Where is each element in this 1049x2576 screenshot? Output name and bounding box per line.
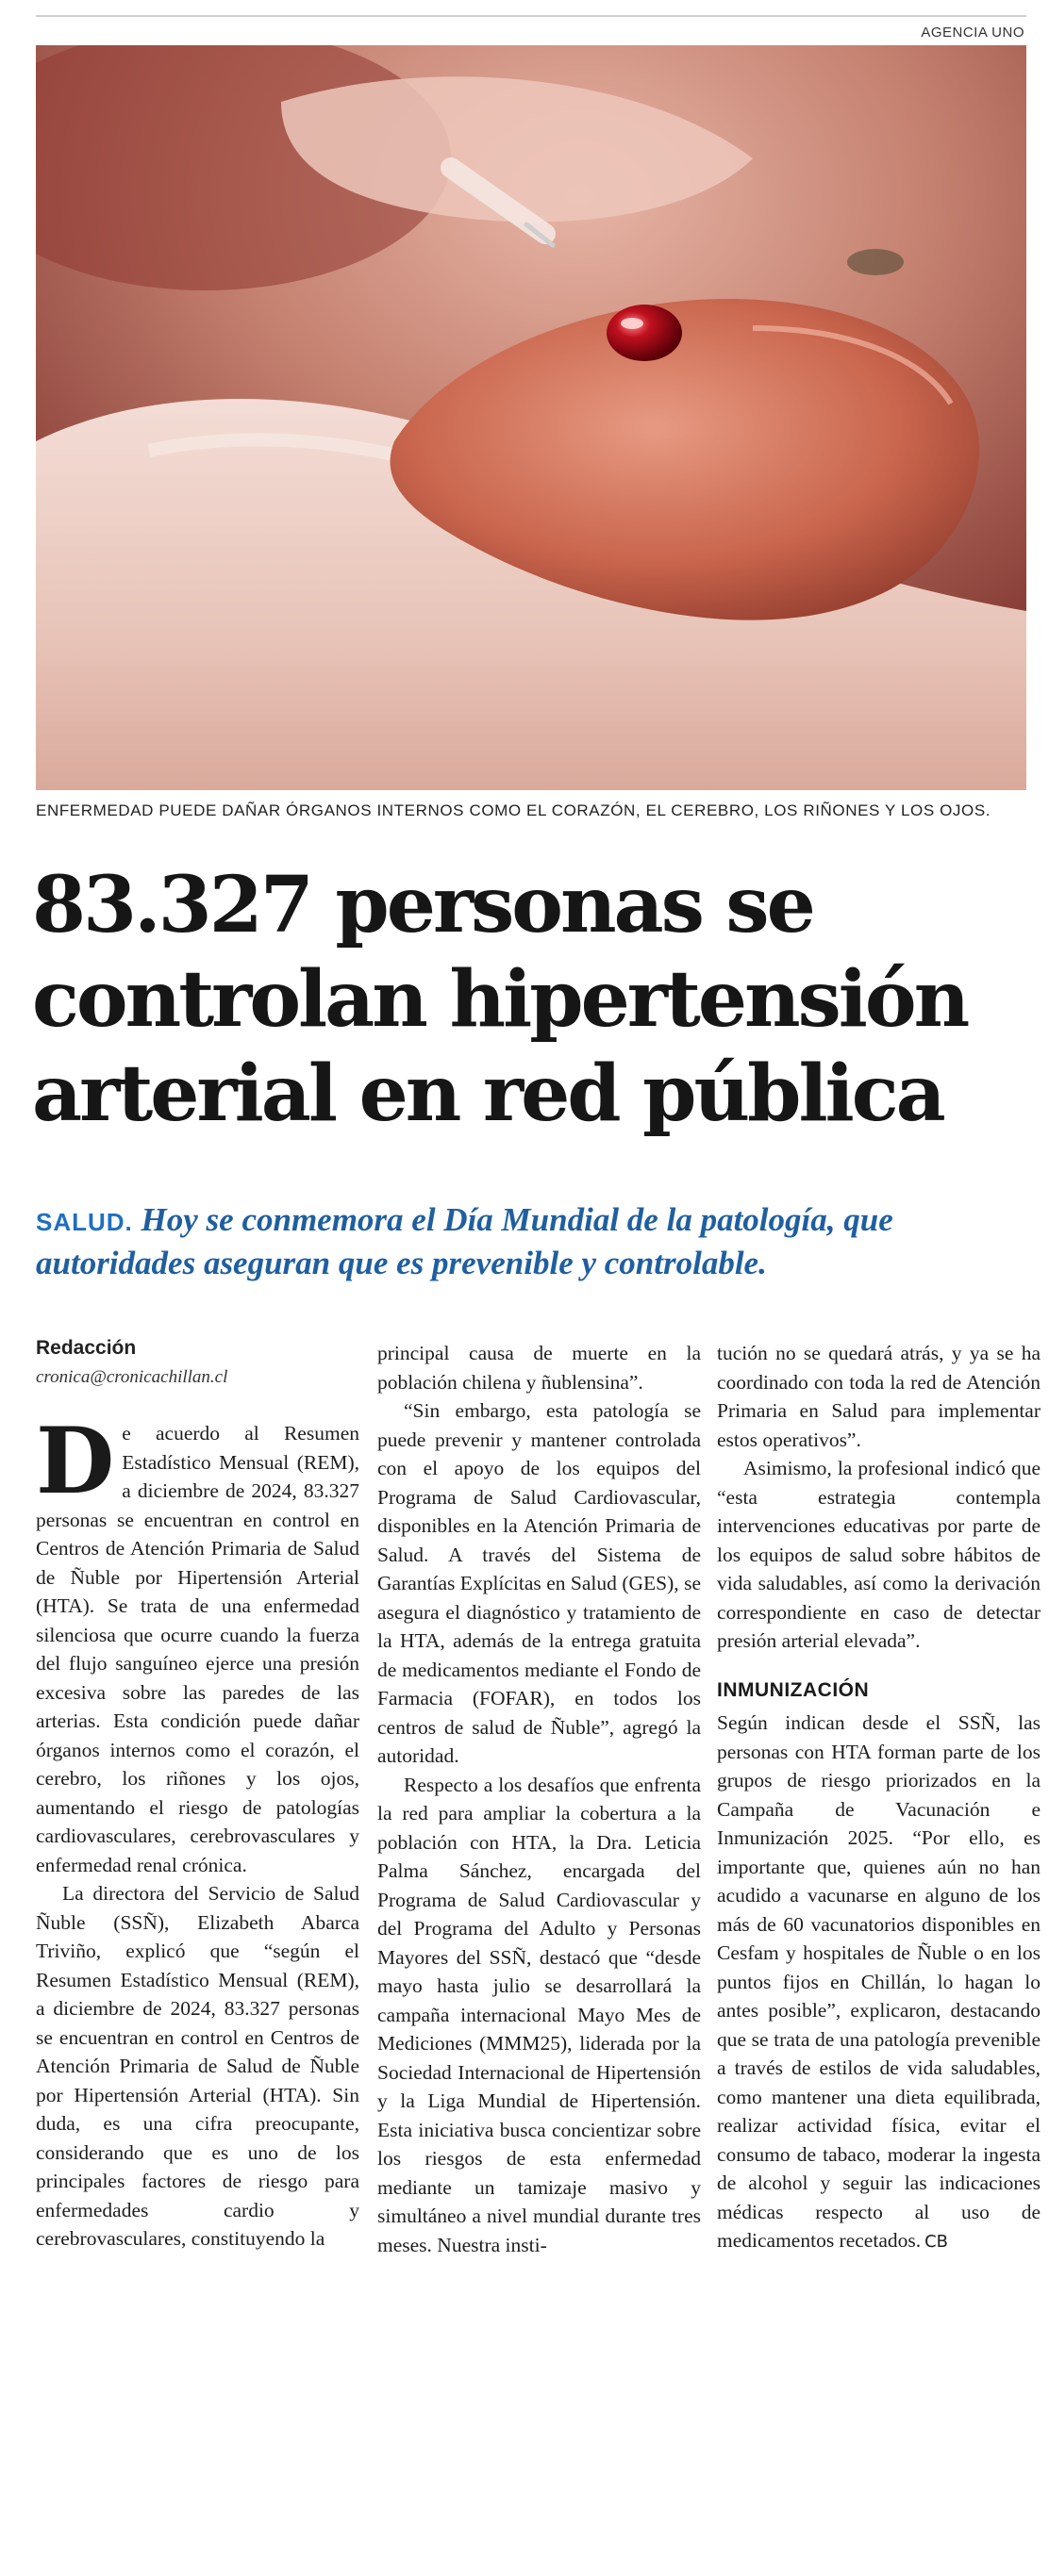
body-paragraph: [36, 1408, 359, 1879]
lead-text: Hoy se conmemora el Día Mundial de la patología, que autoridades aseguran que es prevenible y controlable.: [36, 1201, 893, 1281]
author-name: Redacción: [36, 1337, 137, 1359]
article-photo: [36, 45, 1026, 790]
end-mark-icon: CB: [924, 2232, 949, 2252]
article-column-1: [36, 1408, 359, 2254]
byline: [36, 1337, 347, 1388]
author-email: cronica@cronicachillan.cl: [36, 1367, 228, 1387]
photo-credit: AGENCIA UNO: [921, 25, 1024, 41]
top-rule: [36, 15, 1026, 17]
body-paragraph-text: e acuerdo al Resumen Estadístico Mensual (REM), a diciembre de 2024, 83.327 personas se encuentran en control en Centros de Atención Primaria de Salud de Ñuble por Hipertensión Arterial (HTA). Se trata de una enfermedad silenciosa que ocurre cuando la fuerza del flujo sanguíneo ejerce una presión excesiva sobre las paredes de las arterias. Esta condición puede dañar órganos internos como el corazón, el cerebro, los riñones y los ojos, aumentando el riesgo de patologías cardiovasculares, cerebrovasculares y enfermedad renal crónica.: [36, 1422, 359, 1876]
headline-line: 83.327 personas se: [32, 860, 813, 950]
finger-blood-drop-illustration: [36, 45, 1026, 790]
body-paragraph-text: Según indican desde el SSÑ, las personas con HTA forman parte de los grupos de riesgo priorizados en la Campaña de Vacunación e Inmunización 2025. “Por ello, es importante que, quienes aún no han acudido a vacunarse en alguno de los más de 60 vacunatorios disponibles en Cesfam y hospitales de Ñuble o en los puntos fijos en Chillán, lo hagan lo antes posible”, explicaron, destacando que se trata de una patología prevenible a través de estilos de vida saludables, como mantener una dieta equilibrada, realizar actividad física, evitar el consumo de tabaco, moderar la ingesta de alcohol y seguir las indicaciones médicas respecto al uso de medicamentos recetados.: [717, 1711, 1041, 2252]
body-paragraph: La directora del Servicio de Salud Ñuble (SSÑ), Elizabeth Abarca Triviño, explicó que “según el Resumen Estadístico Mensual (REM), a diciembre de 2024, 83.327 personas se encuentran en control en Centros de Atención Primaria de Salud de Ñuble por Hipertensión Arterial (HTA). Sin duda, es una cifra preocupante, considerando que es uno de los principales factores de riesgo para enfermedades cardio y cerebrovasculares, constituyendo la: [36, 1882, 359, 2250]
photo-caption: ENFERMEDAD PUEDE DAÑAR ÓRGANOS INTERNOS COMO EL CORAZÓN, EL CEREBRO, LOS RIÑONES Y LOS OJOS.: [36, 801, 991, 819]
headline-line: controlan hipertensión: [32, 954, 968, 1045]
subheading: INMUNIZACIÓN: [717, 1678, 870, 1701]
headline: [32, 858, 1032, 1141]
headline-line: arterial en red pública: [32, 1049, 943, 1139]
drop-cap: D: [36, 1408, 115, 1514]
lead-paragraph: [36, 1199, 1026, 1284]
article-column-2: [377, 1339, 701, 2259]
body-paragraph: [717, 1709, 1041, 2257]
body-paragraph: Asimismo, la profesional indicó que “esta estrategia contempla intervenciones educativas por parte de los equipos de salud sobre hábitos de vida saludables, así como la derivación correspondiente en caso de detectar presión arterial elevada”.: [717, 1457, 1041, 1652]
body-paragraph: “Sin embargo, esta patología se puede prevenir y mantener controlada con el apoyo de los equipos del Programa de Salud Cardiovascular, disponibles en la Atención Primaria de Salud. A través del Sistema de Garantías Explícitas en Salud (GES), se asegura el diagnóstico y tratamiento de la HTA, además de la entrega gratuita de medicamentos mediante el Fondo de Farmacia (FOFAR), en todos los centros de salud de Ñuble”, agregó la autoridad.: [377, 1399, 701, 1767]
body-paragraph: Respecto a los desafíos que enfrenta la red para ampliar la cobertura a la población con HTA, la Dra. Leticia Palma Sánchez, encargada del Programa de Salud Cardiovascular y del Programa del Adulto y Personas Mayores del SSÑ, destacó que “desde mayo hasta julio se desarrollará la campaña internacional Mayo Mes de Mediciones (MMM25), liderada por la Sociedad Internacional de Hipertensión y la Liga Mundial de Hipertensión. Esta iniciativa busca concientizar sobre los riesgos de esta enfermedad mediante un tamizaje masivo y simultáneo a nivel mundial durante tres meses. Nuestra insti-: [377, 1773, 701, 2256]
article-column-3: [717, 1339, 1041, 2257]
body-paragraph: principal causa de muerte en la población chilena y ñublensina”.: [377, 1342, 701, 1394]
body-paragraph: tución no se quedará atrás, y ya se ha coordinado con toda la red de Atención Primaria en Salud para implementar estos operativos”.: [717, 1342, 1041, 1451]
section-label: SALUD.: [36, 1208, 133, 1236]
